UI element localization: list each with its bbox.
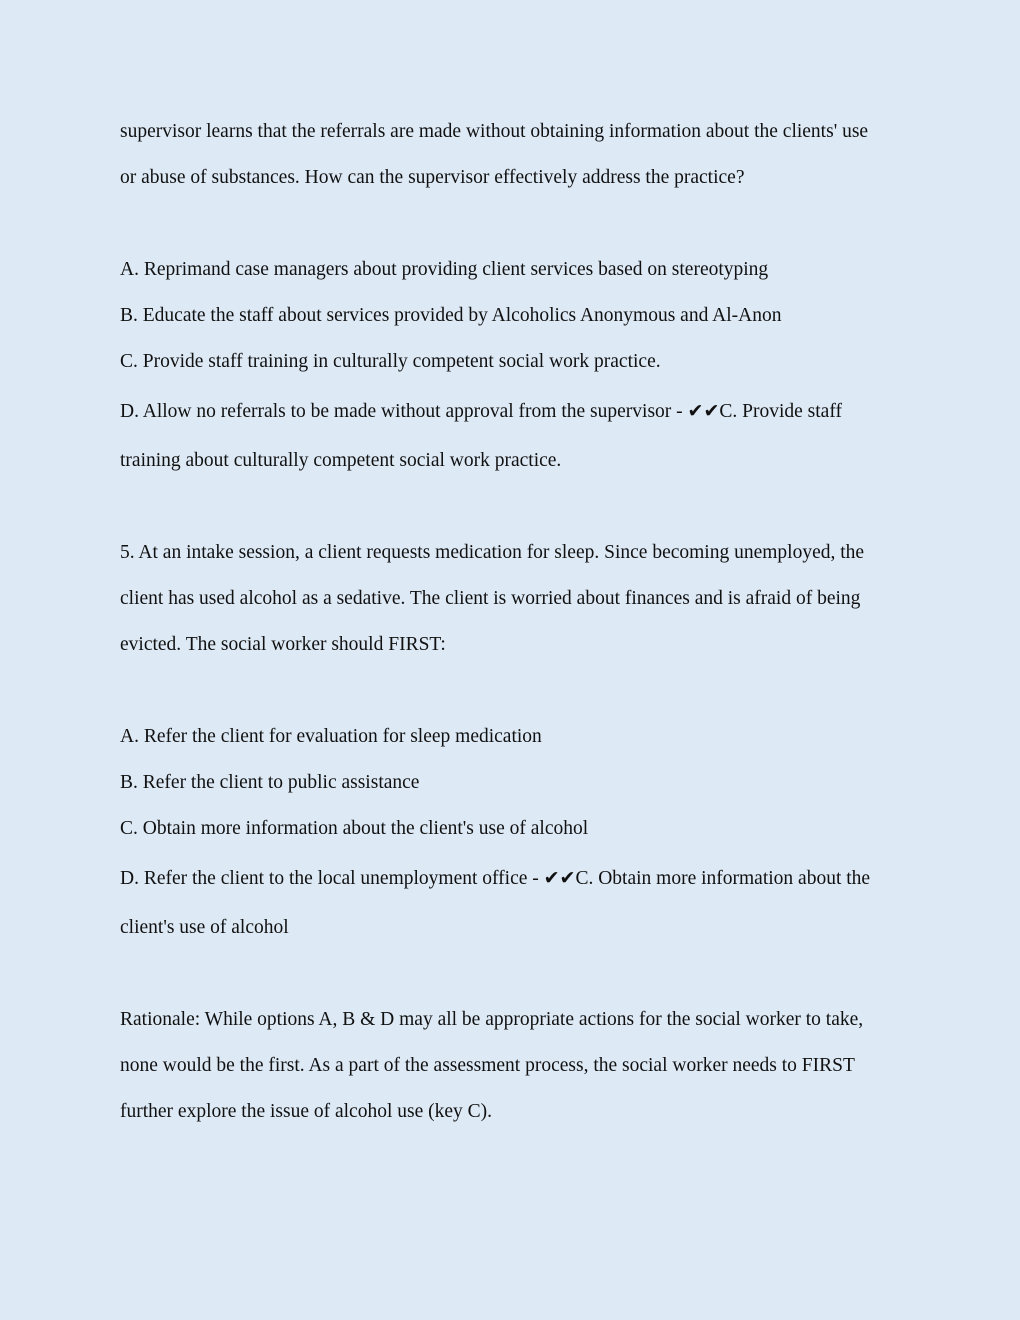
question-5-option-c: C. Obtain more information about the client's use of alcohol [120,818,589,839]
question-5-option-d [120,866,870,891]
rationale-line-1: Rationale: While options A, B & D may all be appropriate actions for the social worker to take, [120,1009,864,1030]
question-5-answer-continued: client's use of alcohol [120,917,289,938]
checkmark-icon: ✔✔ [687,400,720,422]
question-5-option-d-text: D. Refer the client to the local unemployment office - [120,868,544,889]
question-4-stem-line-2: or abuse of substances. How can the supervisor effectively address the practice? [120,167,745,188]
question-4-option-d-text: D. Allow no referrals to be made without approval from the supervisor - [120,401,688,422]
question-4-answer: C. Provide staff [719,401,842,422]
question-5-option-a: A. Refer the client for evaluation for sleep medication [120,726,542,747]
question-4-option-d [120,399,842,424]
question-5-option-b: B. Refer the client to public assistance [120,772,420,793]
question-4-option-a: A. Reprimand case managers about providing client services based on stereotyping [120,259,769,280]
question-4-stem-line-1: supervisor learns that the referrals are made without obtaining information about the clients' use [120,121,869,142]
rationale-line-2: none would be the first. As a part of the assessment process, the social worker needs to FIRST [120,1055,855,1076]
checkmark-icon: ✔✔ [543,867,576,889]
rationale-line-3: further explore the issue of alcohol use (key C). [120,1101,493,1122]
question-5-stem-line-3: evicted. The social worker should FIRST: [120,634,446,655]
question-4-option-c: C. Provide staff training in culturally competent social work practice. [120,351,661,372]
question-4-option-b: B. Educate the staff about services provided by Alcoholics Anonymous and Al-Anon [120,305,782,326]
question-5-stem-line-1: 5. At an intake session, a client requests medication for sleep. Since becoming unemployed, the [120,542,865,563]
question-5-answer: C. Obtain more information about the [575,868,871,889]
question-5-stem-line-2: client has used alcohol as a sedative. The client is worried about finances and is afraid of being [120,588,861,609]
question-4-answer-continued: training about culturally competent social work practice. [120,450,562,471]
